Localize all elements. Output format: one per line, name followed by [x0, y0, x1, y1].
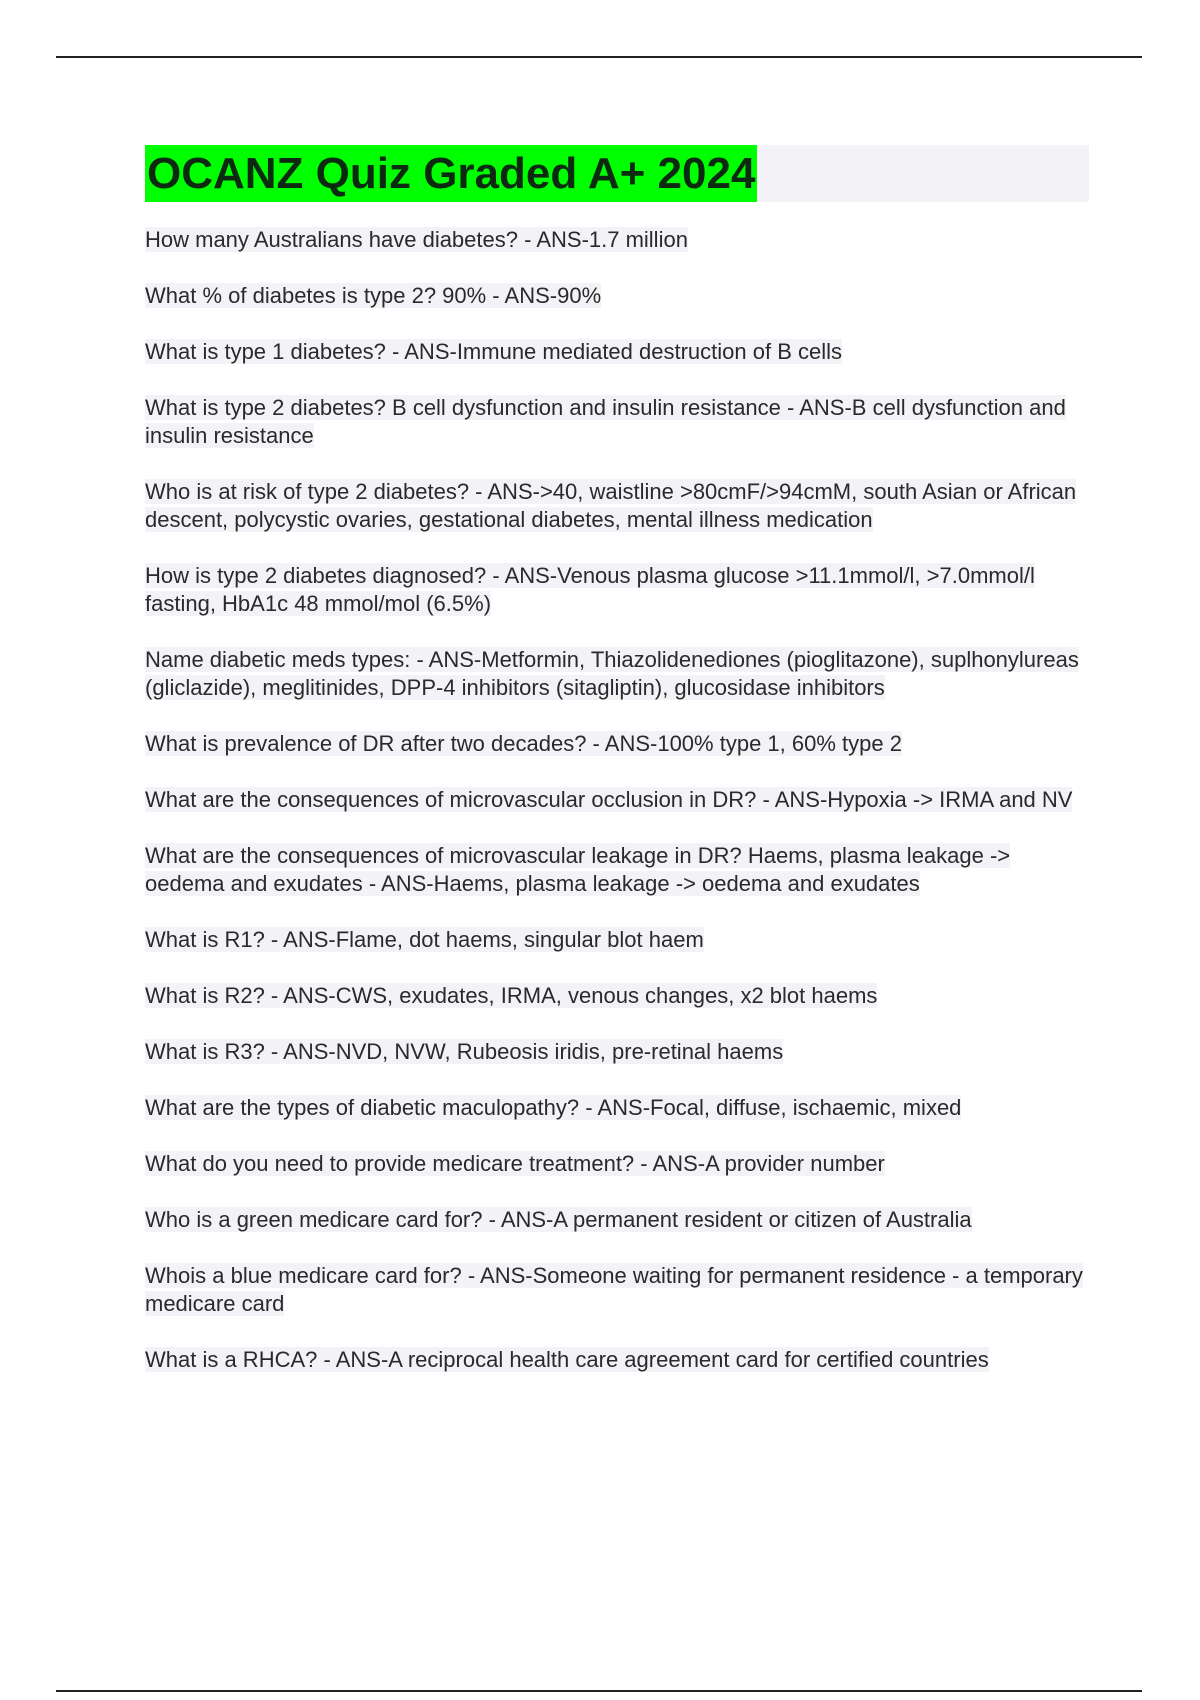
qa-text: What is type 1 diabetes? - ANS-Immune mediated destruction of B cells — [145, 339, 842, 364]
page-title: OCANZ Quiz Graded A+ 2024 — [145, 145, 757, 202]
top-rule — [56, 56, 1142, 58]
qa-text: What is R1? - ANS-Flame, dot haems, singular blot haem — [145, 927, 704, 952]
qa-item — [145, 1262, 1089, 1318]
qa-text: What % of diabetes is type 2? 90% - ANS-90% — [145, 283, 602, 308]
qa-item — [145, 786, 1089, 814]
qa-item — [145, 1206, 1089, 1234]
qa-item — [145, 562, 1089, 618]
qa-item — [145, 282, 1089, 310]
qa-text: Who is a green medicare card for? - ANS-A permanent resident or citizen of Australia — [145, 1207, 972, 1232]
qa-text: Name diabetic meds types: - ANS-Metformin, Thiazolidenediones (pioglitazone), suplhonylureas (gliclazide), meglitinides, DPP-4 inhibitors (sitagliptin), glucosidase inhibitors — [145, 647, 1079, 700]
qa-item — [145, 1346, 1089, 1374]
qa-text: What is prevalence of DR after two decades? - ANS-100% type 1, 60% type 2 — [145, 731, 902, 756]
qa-item — [145, 1150, 1089, 1178]
qa-text: What is R3? - ANS-NVD, NVW, Rubeosis iridis, pre-retinal haems — [145, 1039, 784, 1064]
qa-item — [145, 730, 1089, 758]
qa-text: How many Australians have diabetes? - ANS-1.7 million — [145, 227, 688, 252]
qa-item — [145, 1038, 1089, 1066]
qa-text: What are the consequences of microvascular leakage in DR? Haems, plasma leakage -> oedema and exudates - ANS-Haems, plasma leakage -> oedema and exudates — [145, 843, 1011, 896]
qa-item — [145, 394, 1089, 450]
qa-item — [145, 842, 1089, 898]
qa-item — [145, 1094, 1089, 1122]
qa-text: Whois a blue medicare card for? - ANS-Someone waiting for permanent residence - a temporary medicare card — [145, 1263, 1083, 1316]
qa-item — [145, 982, 1089, 1010]
qa-text: Who is at risk of type 2 diabetes? - ANS->40, waistline >80cmF/>94cmM, south Asian or African descent, polycystic ovaries, gestational diabetes, mental illness medication — [145, 479, 1077, 532]
qa-item — [145, 646, 1089, 702]
qa-text: How is type 2 diabetes diagnosed? - ANS-Venous plasma glucose >11.1mmol/l, >7.0mmol/l fasting, HbA1c 48 mmol/mol (6.5%) — [145, 563, 1035, 616]
qa-item — [145, 226, 1089, 254]
qa-list — [145, 226, 1089, 1402]
qa-text: What are the types of diabetic maculopathy? - ANS-Focal, diffuse, ischaemic, mixed — [145, 1095, 962, 1120]
qa-item — [145, 926, 1089, 954]
qa-text: What is a RHCA? - ANS-A reciprocal health care agreement card for certified countries — [145, 1347, 989, 1372]
qa-item — [145, 338, 1089, 366]
qa-text: What is type 2 diabetes? B cell dysfunction and insulin resistance - ANS-B cell dysfunction and insulin resistance — [145, 395, 1066, 448]
qa-item — [145, 478, 1089, 534]
qa-text: What is R2? - ANS-CWS, exudates, IRMA, venous changes, x2 blot haems — [145, 983, 878, 1008]
qa-text: What are the consequences of microvascular occlusion in DR? - ANS-Hypoxia -> IRMA and NV — [145, 787, 1073, 812]
bottom-rule — [56, 1690, 1142, 1692]
qa-text: What do you need to provide medicare treatment? - ANS-A provider number — [145, 1151, 885, 1176]
